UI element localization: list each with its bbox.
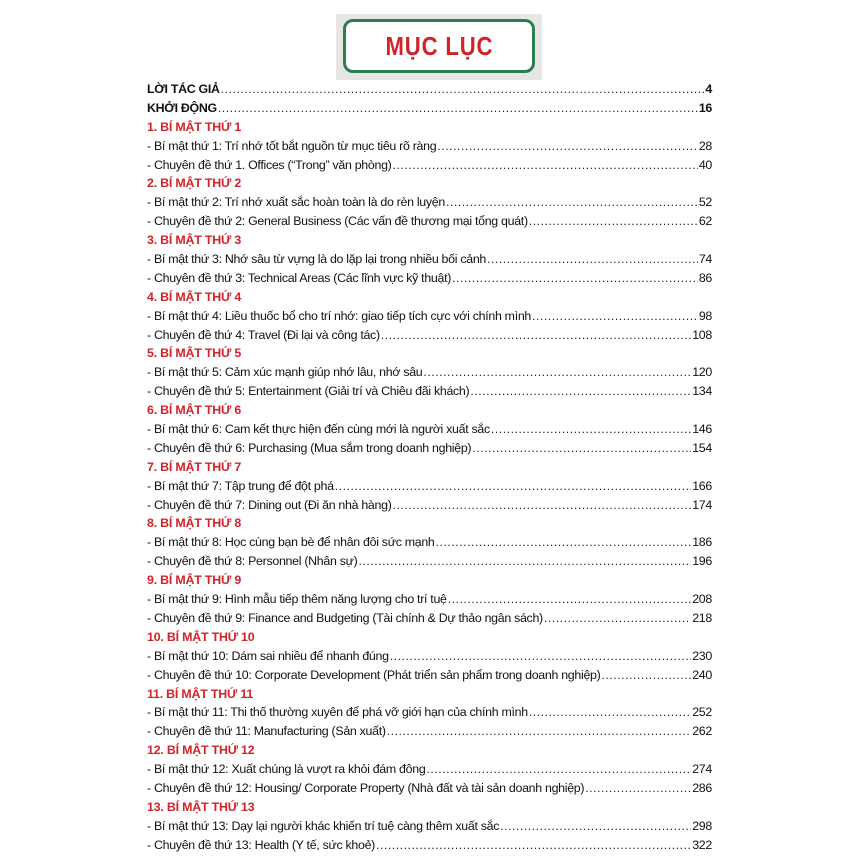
toc-entry[interactable] (147, 666, 712, 685)
toc-entry-label: - Bí mật thứ 9: Hình mẫu tiếp thêm năng lượng cho trí tuệ (147, 592, 447, 607)
dot-leader (446, 193, 698, 212)
toc-entry[interactable] (147, 836, 712, 855)
dot-leader (423, 363, 691, 382)
toc-entry-label: - Bí mật thứ 4: Liều thuốc bổ cho trí nhớ: giao tiếp tích cực với chính mình (147, 308, 532, 323)
section-heading[interactable]: 11. BÍ MẬT THỨ 11 (147, 686, 254, 701)
toc-entry-label: - Chuyên đề thứ 13: Health (Y tế, sức khoẻ) (147, 837, 375, 852)
toc-entry-label: - Bí mật thứ 5: Cảm xúc mạnh giúp nhớ lâu, nhớ sâu (147, 365, 423, 380)
toc-entry[interactable] (147, 722, 712, 741)
toc-entry-label: - Bí mật thứ 2: Trí nhớ xuất sắc hoàn toàn là do rèn luyện (147, 195, 445, 210)
dot-leader (601, 666, 691, 685)
section-heading[interactable]: 6. BÍ MẬT THỨ 6 (147, 403, 242, 418)
toc-entry[interactable] (147, 382, 712, 401)
section-heading[interactable]: 7. BÍ MẬT THỨ 7 (147, 459, 242, 474)
dot-leader (387, 722, 692, 741)
dot-leader (393, 496, 692, 515)
toc-entry-label: - Chuyên đề thứ 1. Offices (“Trong” văn phòng) (147, 157, 392, 172)
dot-leader (529, 703, 691, 722)
section-heading[interactable]: 13. BÍ MẬT THỨ 13 (147, 799, 255, 814)
toc-entry-label: - Bí mật thứ 6: Cam kết thực hiện đến cùng mới là người xuất sắc (147, 422, 490, 437)
toc-entry[interactable] (147, 609, 712, 628)
toc-entry-page: 274 (692, 762, 712, 777)
toc-entry-label: - Bí mật thứ 12: Xuất chúng là vượt ra khỏi đám đông (147, 762, 426, 777)
dot-leader (381, 326, 691, 345)
section-heading[interactable]: 9. BÍ MẬT THỨ 9 (147, 573, 242, 588)
toc-entry-page: 322 (692, 837, 712, 852)
toc-entry-page: 134 (692, 384, 712, 399)
toc-entry[interactable] (147, 533, 712, 552)
toc-entry-label: - Chuyên đề thứ 5: Entertainment (Giải trí và Chiêu đãi khách) (147, 384, 470, 399)
toc-entry-page: 146 (692, 422, 712, 437)
toc-entry[interactable] (147, 156, 712, 175)
toc-entry-page: 154 (692, 440, 712, 455)
toc-entry[interactable] (147, 193, 712, 212)
dot-leader (218, 99, 698, 118)
dot-leader (491, 420, 691, 439)
dot-leader (436, 533, 692, 552)
toc-entry-page: 286 (692, 780, 712, 795)
toc-entry-page: 40 (698, 157, 712, 172)
toc-entry-page: 86 (698, 270, 712, 285)
toc-entry-label: - Bí mật thứ 8: Học cùng bạn bè để nhân đôi sức mạnh (147, 535, 435, 550)
toc-sections (147, 118, 712, 855)
toc-entry-label: - Bí mật thứ 13: Dạy lại người khác khiến trí tuệ càng thêm xuất sắc (147, 818, 500, 833)
dot-leader (437, 137, 698, 156)
dot-leader (544, 609, 691, 628)
dot-leader (358, 552, 691, 571)
dot-leader (529, 212, 698, 231)
toc-entry[interactable] (147, 779, 712, 798)
toc-entry[interactable] (147, 269, 712, 288)
toc-entry[interactable] (147, 760, 712, 779)
dot-leader (470, 382, 691, 401)
toc-entry[interactable] (147, 250, 712, 269)
section-heading[interactable]: 5. BÍ MẬT THỨ 5 (147, 346, 242, 361)
table-of-contents (147, 80, 712, 855)
toc-entry-label: - Chuyên đề thứ 6: Purchasing (Mua sắm trong doanh nghiệp) (147, 440, 472, 455)
dot-leader (472, 439, 691, 458)
dot-leader (487, 250, 698, 269)
toc-entry-label: LỜI TÁC GIẢ (147, 82, 220, 96)
dot-leader (376, 836, 691, 855)
toc-entry-label: - Chuyên đề thứ 9: Finance and Budgeting (Tài chính & Dự thảo ngân sách) (147, 610, 543, 625)
toc-entry[interactable] (147, 647, 712, 666)
toc-entry[interactable] (147, 817, 712, 836)
dot-leader (426, 760, 691, 779)
toc-entry-label: - Bí mật thứ 3: Nhớ sâu từ vựng là do lặp lại trong nhiều bối cảnh (147, 252, 487, 267)
toc-entry-page: 230 (692, 648, 712, 663)
toc-entry-page: 218 (692, 610, 712, 625)
toc-entry[interactable] (147, 439, 712, 458)
toc-entry[interactable] (147, 212, 712, 231)
toc-entry[interactable] (147, 590, 712, 609)
toc-entry-page: 120 (692, 365, 712, 380)
dot-leader (393, 156, 698, 175)
toc-entry-page: 240 (692, 667, 712, 682)
toc-entry-label: - Bí mật thứ 1: Trí nhớ tốt bắt nguồn từ mục tiêu rõ ràng (147, 138, 437, 153)
toc-entry[interactable] (147, 552, 712, 571)
toc-entry-label: - Chuyên đề thứ 7: Dining out (Đi ăn nhà hàng) (147, 497, 392, 512)
toc-entry-author-preface[interactable] (147, 80, 712, 99)
section-heading[interactable]: 4. BÍ MẬT THỨ 4 (147, 289, 242, 304)
toc-entry[interactable] (147, 420, 712, 439)
toc-entry[interactable] (147, 326, 712, 345)
section-heading[interactable]: 1. BÍ MẬT THỨ 1 (147, 119, 242, 134)
toc-entry-page: 298 (692, 818, 712, 833)
section-heading[interactable]: 10. BÍ MẬT THỨ 10 (147, 629, 255, 644)
toc-entry-page: 52 (698, 195, 712, 210)
toc-entry-label: KHỞI ĐỘNG (147, 100, 217, 115)
toc-entry-page: 108 (692, 327, 712, 342)
toc-entry-page: 174 (692, 497, 712, 512)
page-title: MỤC LỤC (385, 30, 493, 61)
section-heading[interactable]: 3. BÍ MẬT THỨ 3 (147, 233, 242, 248)
section-heading[interactable]: 2. BÍ MẬT THỨ 2 (147, 176, 242, 191)
toc-entry-label: - Chuyên đề thứ 10: Corporate Development (Phát triển sản phẩm trong doanh nghiệp) (147, 667, 601, 682)
dot-leader (500, 817, 691, 836)
section-heading[interactable]: 12. BÍ MẬT THỨ 12 (147, 743, 255, 758)
toc-entry-label: - Bí mật thứ 7: Tập trung để đột phá (147, 478, 334, 493)
toc-entry-page: 28 (698, 138, 712, 153)
title-box (343, 19, 535, 73)
toc-entry-page: 262 (692, 724, 712, 739)
toc-entry-label: - Chuyên đề thứ 11: Manufacturing (Sản xuất) (147, 724, 386, 739)
toc-entry-page: 62 (698, 214, 712, 229)
dot-leader (448, 590, 692, 609)
toc-entry-page: 208 (692, 592, 712, 607)
toc-entry-warm-up[interactable] (147, 99, 712, 118)
toc-entry[interactable] (147, 307, 712, 326)
toc-entry[interactable] (147, 363, 712, 382)
toc-entry[interactable] (147, 703, 712, 722)
dot-leader (452, 269, 698, 288)
toc-entry-page: 4 (705, 82, 712, 96)
dot-leader (532, 307, 698, 326)
toc-entry-page: 166 (692, 478, 712, 493)
toc-entry[interactable] (147, 477, 712, 496)
toc-entry-page: 252 (692, 705, 712, 720)
dot-leader (335, 477, 692, 496)
toc-entry-label: - Chuyên đề thứ 2: General Business (Các vấn đề thương mại tổng quát) (147, 214, 528, 229)
dot-leader (390, 647, 692, 666)
toc-entry[interactable] (147, 137, 712, 156)
section-heading[interactable]: 8. BÍ MẬT THỨ 8 (147, 516, 242, 531)
toc-entry-page: 16 (698, 100, 712, 115)
toc-entry[interactable] (147, 496, 712, 515)
toc-entry-label: - Chuyên đề thứ 4: Travel (Đi lại và công tác) (147, 327, 380, 342)
toc-entry-label: - Bí mật thứ 11: Thi thố thường xuyên để phá vỡ giới hạn của chính mình (147, 705, 528, 720)
toc-entry-page: 74 (698, 252, 712, 267)
toc-entry-label: - Chuyên đề thứ 8: Personnel (Nhân sự) (147, 554, 358, 569)
dot-leader (221, 80, 705, 99)
toc-entry-page: 98 (698, 308, 712, 323)
dot-leader (585, 779, 691, 798)
toc-entry-label: - Chuyên đề thứ 3: Technical Areas (Các lĩnh vực kỹ thuật) (147, 270, 452, 285)
toc-entry-page: 186 (692, 535, 712, 550)
toc-entry-label: - Bí mật thứ 10: Dám sai nhiều để nhanh đúng (147, 648, 389, 663)
toc-entry-page: 196 (692, 554, 712, 569)
toc-entry-label: - Chuyên đề thứ 12: Housing/ Corporate Property (Nhà đất và tài sản doanh nghiệp) (147, 780, 585, 795)
